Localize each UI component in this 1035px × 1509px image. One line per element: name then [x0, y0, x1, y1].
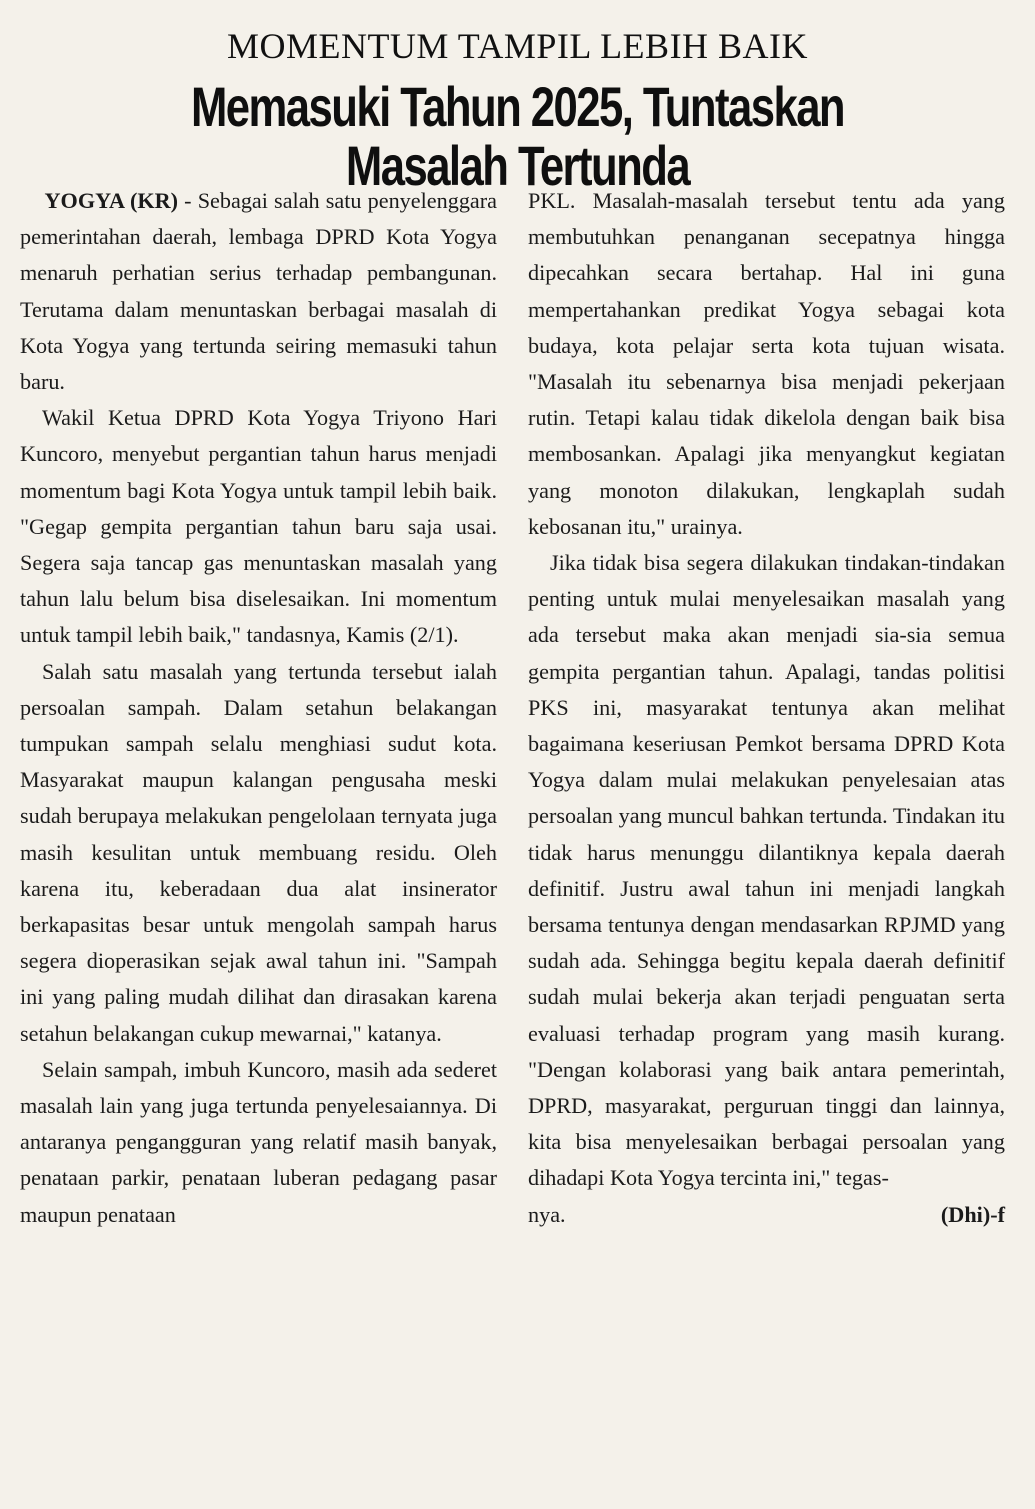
paragraph: Jika tidak bisa segera dilakukan tindakan-tindakan penting untuk mulai menyelesaikan masalah yang ada tersebut maka akan menjadi sia-sia semua gempita pergantian tahun. Apalagi, tandas politisi PKS ini, masyarakat tentunya akan melihat bagaimana keseriusan Pemkot bersama DPRD Kota Yogya dalam mulai melakukan penyelesaian atas persoalan yang muncul bahkan tertunda. Tindakan itu tidak harus menunggu dilantiknya kepala daerah definitif. Justru awal tahun ini menjadi langkah bersama tentunya dengan mendasarkan RPJMD yang sudah ada. Sehingga begitu kepala daerah definitif sudah mulai bekerja akan terjadi penguatan serta evaluasi terhadap program yang masih kurang. "Dengan kolaborasi yang baik antara pemerintah, DPRD, masyarakat, perguruan tinggi dan lainnya, kita bisa menyelesaikan berbagai persoalan yang dihadapi Kota Yogya tercinta ini," tegas- — [528, 550, 1005, 1191]
column-right — [528, 183, 1005, 1233]
article-kicker: MOMENTUM TAMPIL LEBIH BAIK — [226, 26, 809, 66]
paragraph-text: - Sebagai salah satu penyelenggara pemerintahan daerah, lembaga DPRD Kota Yogya menaruh perhatian serius terhadap pembangunan. Terutama dalam menuntaskan berbagai masalah di Kota Yogya yang tertunda seiring memasuki tahun baru. — [20, 188, 498, 395]
article-headline: Memasuki Tahun 2025, Tuntaskan Masalah Tertunda — [190, 75, 845, 197]
paragraph: PKL. Masalah-masalah tersebut tentu ada yang membutuhkan penanganan secepatnya hingga dipecahkan secara bertahap. Hal ini guna mempertahankan predikat Yogya sebagai kota budaya, kota pelajar serta kota tujuan wisata. "Masalah itu sebenarnya bisa menjadi pekerjaan rutin. Tetapi kalau tidak dikelola dengan baik bisa membosankan. Apalagi jika menyangkut kegiatan yang monoton dilakukan, lengkaplah sudah kebosanan itu," urainya. — [528, 188, 1005, 539]
article-body — [20, 183, 1005, 1233]
closing-line — [528, 1197, 1005, 1233]
paragraph: Salah satu masalah yang tertunda tersebut ialah persoalan sampah. Dalam setahun belakangan tumpukan sampah selalu menghiasi sudut kota. Masyarakat maupun kalangan pengusaha meski sudah berupaya melakukan pengelolaan ternyata juga masih kesulitan untuk membuang residu. Oleh karena itu, keberadaan dua alat insinerator berkapasitas besar untuk mengolah sampah harus segera dioperasikan sejak awal tahun ini. "Sampah ini yang paling mudah dilihat dan dirasakan karena setahun belakangan cukup mewarnai," katanya. — [20, 658, 497, 1046]
dateline: YOGYA (KR) — [44, 188, 179, 213]
paragraph-end: nya. — [528, 1201, 566, 1227]
paragraph: Wakil Ketua DPRD Kota Yogya Triyono Hari Kuncoro, menyebut pergantian tahun harus menjadi momentum bagi Kota Yogya untuk tampil lebih baik. "Gegap gempita pergantian tahun baru saja usai. Segera saja tancap gas menuntaskan masalah yang tahun lalu belum bisa diselesaikan. Ini momentum untuk tampil lebih baik," tandasnya, Kamis (2/1). — [20, 405, 497, 648]
author-signoff: (Dhi)-f — [940, 1201, 1005, 1227]
paragraph: Selain sampah, imbuh Kuncoro, masih ada sederet masalah lain yang juga tertunda penyelesaiannya. Di antaranya pengangguran yang relatif masih banyak, penataan parkir, penataan luberan pedagang pasar maupun penataan — [20, 1056, 497, 1227]
paragraph — [20, 183, 497, 400]
column-left — [20, 183, 497, 1233]
